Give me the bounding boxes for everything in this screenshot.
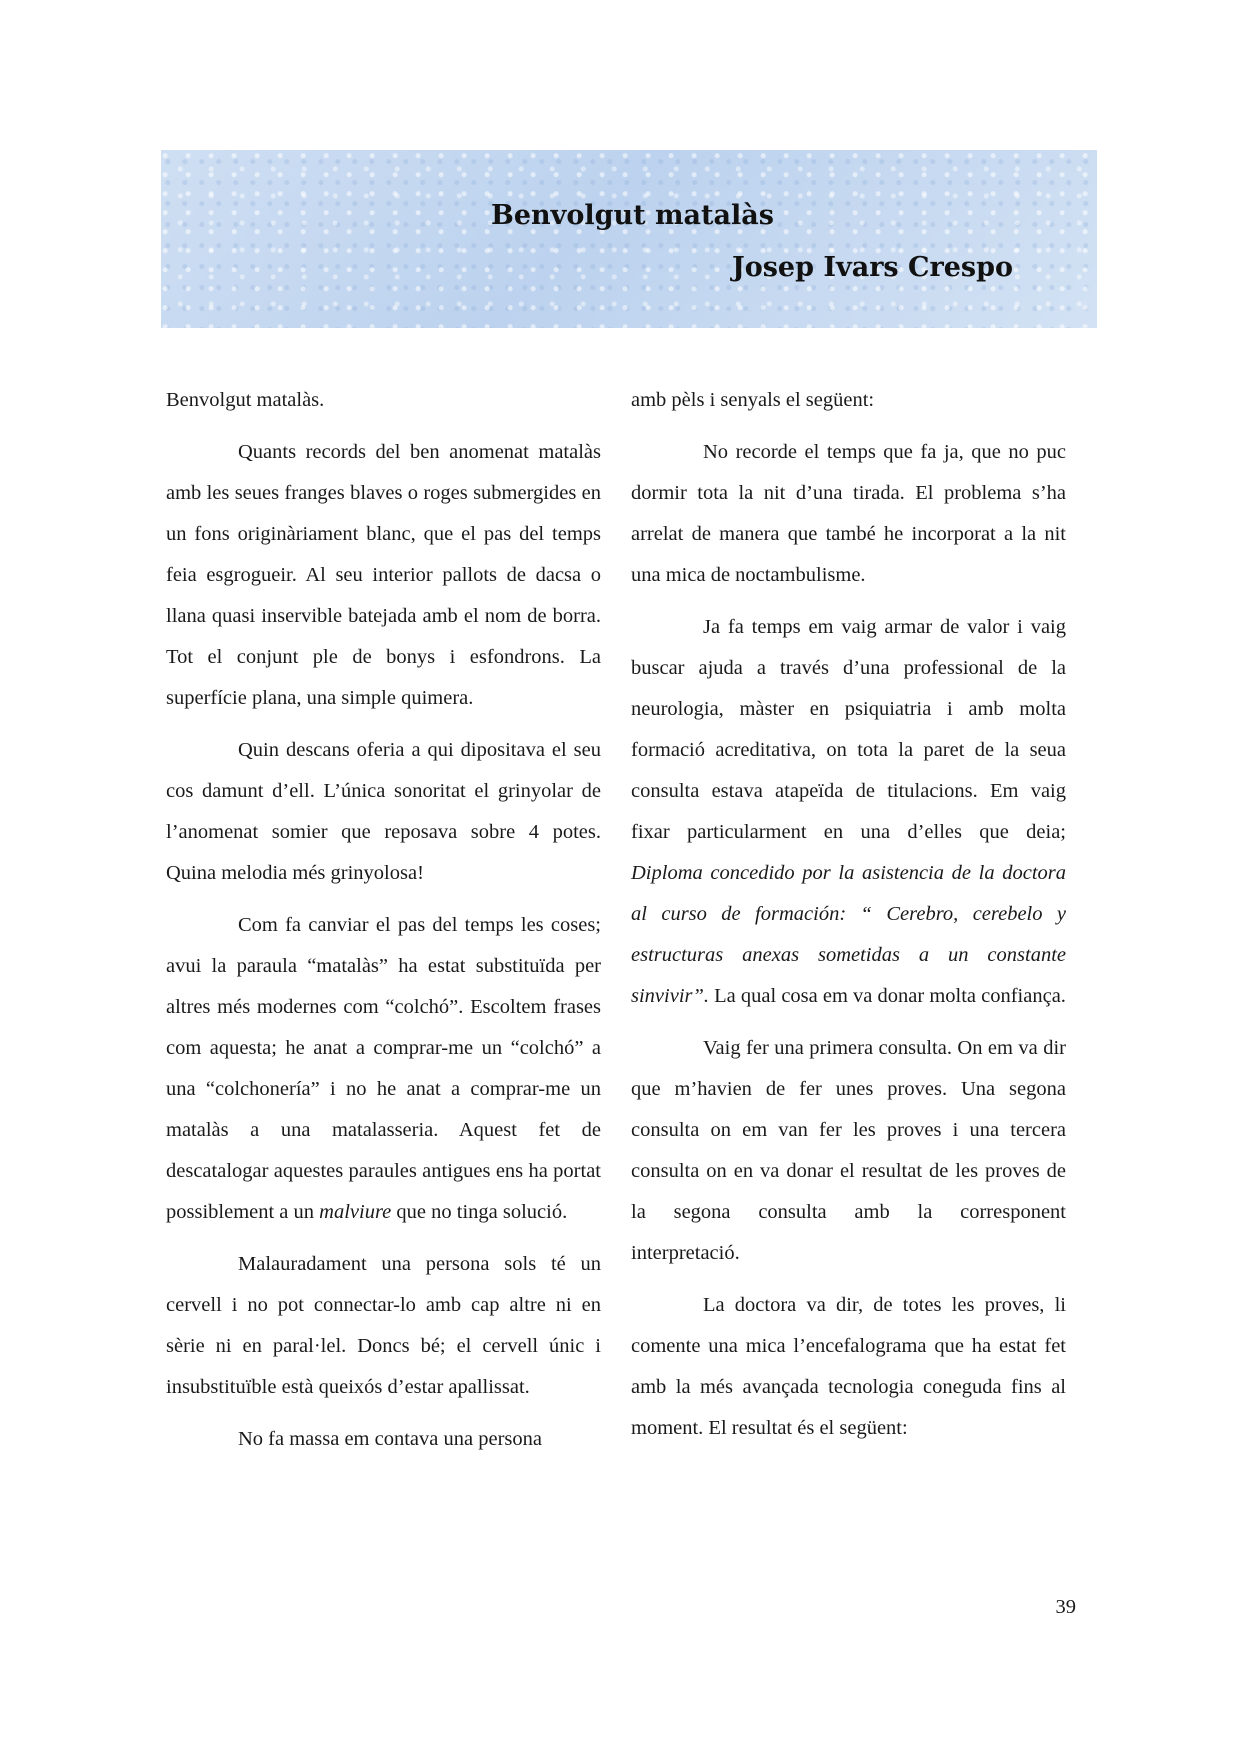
italic-word: malviure <box>319 1201 392 1223</box>
paragraph: Vaig fer una primera consulta. On em va dir que m’havien de fer unes proves. Una segona consulta on em van fer les proves i una tercera consulta on en va donar el resultat de les proves de la segona consulta amb la corresponent interpretació. <box>631 1037 1066 1264</box>
paragraph <box>166 905 601 1233</box>
page-number: 39 <box>1055 1596 1076 1618</box>
right-column <box>631 380 1066 1460</box>
paragraph-text: que no tinga solució. <box>391 1201 568 1223</box>
paragraph: Quants records del ben anomenat matalàs amb les seues franges blaves o roges submergides en un fons originàriament blanc, que el pas del temps feia esgrogueir. Al seu interior pallots de dacsa o llana quasi inservible batejada amb el nom de borra. Tot el conjunt ple de bonys i esfondrons. La superfície plana, una simple quimera. <box>166 441 601 709</box>
paragraph: amb pèls i senyals el següent: <box>631 389 875 411</box>
left-column <box>166 380 601 1471</box>
article-author: Josep Ivars Crespo <box>731 252 1013 283</box>
header-banner <box>161 150 1097 328</box>
paragraph-text: Com fa canviar el pas del temps les coses; avui la paraula “matalàs” ha estat substituïda per altres més modernes com “colchó”. Escoltem frases com aquesta; he anat a comprar-me un “colchó” a una “colchonería” i no he anat a comprar-me un matalàs a una matalasseria. Aquest fet de descatalogar aquestes paraules antigues ens ha portat possiblement a un <box>166 914 601 1223</box>
paragraph-text: Ja fa temps em vaig armar de valor i vaig buscar ajuda a través d’una professional de la neurologia, màster en psiquiatria i amb molta formació acreditativa, on tota la paret de la seua consulta estava atapeïda de titulacions. Em vaig fixar particularment en una d’elles que deia; <box>631 616 1066 843</box>
paragraph: Benvolgut matalàs. <box>166 389 325 411</box>
paragraph: No recorde el temps que fa ja, que no puc dormir tota la nit d’una tirada. El problema s’ha arrelat de manera que també he incorporat a la nit una mica de noctambulisme. <box>631 441 1066 586</box>
article-title: Benvolgut matalàs <box>491 200 774 231</box>
paragraph: La doctora va dir, de totes les proves, li comente una mica l’encefalograma que ha estat fet amb la més avançada tecnologia coneguda fins al moment. El resultat és el següent: <box>631 1294 1066 1439</box>
paragraph: No fa massa em contava una persona <box>238 1428 542 1450</box>
italic-quote: Diploma concedido por la asistencia de la doctora al curso de formación: “ Cerebro, cerebelo y estructuras anexas sometidas a un constante sinvivir”. <box>631 862 1066 1007</box>
paragraph: Malauradament una persona sols té un cervell i no pot connectar-lo amb cap altre ni en sèrie ni en paral·lel. Doncs bé; el cervell únic i insubstituïble està queixós d’estar apallissat. <box>166 1253 601 1398</box>
paragraph: Quin descans oferia a qui dipositava el seu cos damunt d’ell. L’única sonoritat el grinyolar de l’anomenat somier que reposava sobre 4 potes. Quina melodia més grinyolosa! <box>166 739 601 884</box>
paragraph-text: La qual cosa em va donar molta confiança. <box>709 985 1066 1007</box>
paragraph <box>631 607 1066 1017</box>
